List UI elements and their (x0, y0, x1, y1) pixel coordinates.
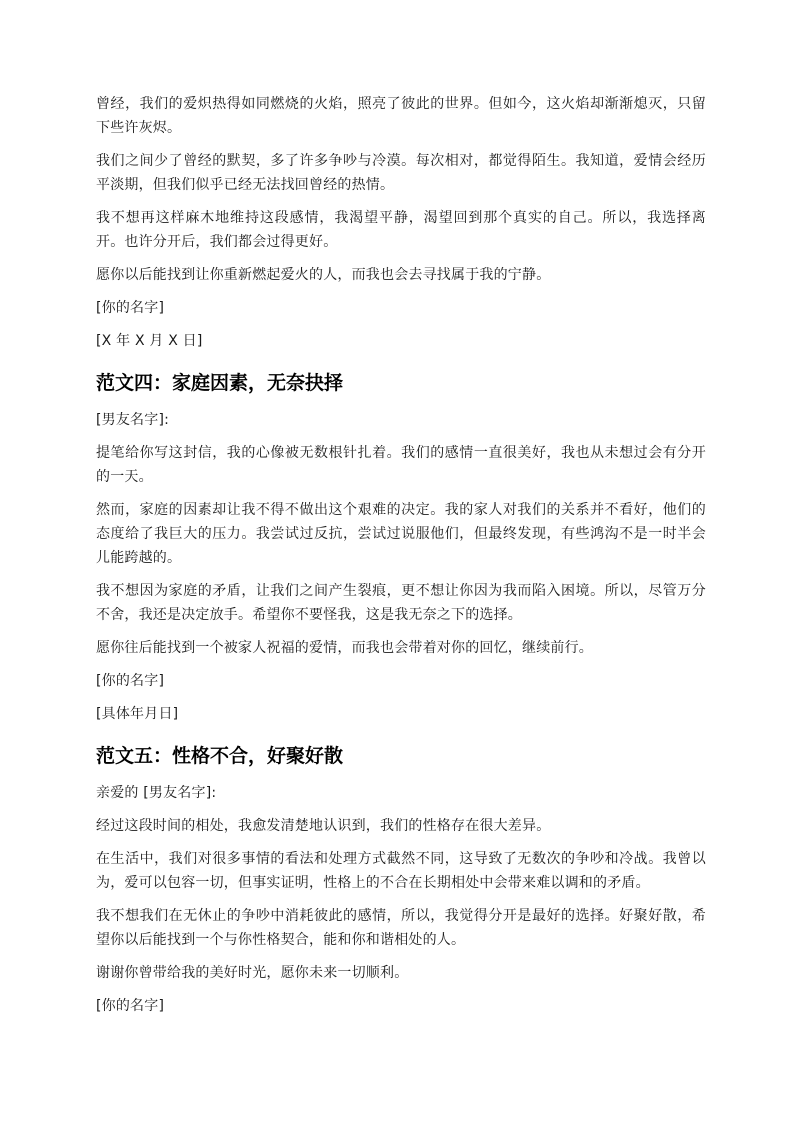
salutation: 亲爱的 [男友名字]: (96, 785, 217, 801)
paragraph: 愿你以后能找到让你重新燃起爱火的人，而我也会去寻找属于我的宁静。 (96, 267, 551, 283)
signature-date: [具体年月日] (96, 706, 179, 722)
signature-name: [你的名字] (96, 300, 165, 316)
paragraph: 愿你往后能找到一个被家人祝福的爱情，而我也会带着对你的回忆，继续前行。 (96, 640, 593, 656)
paragraph: 曾经，我们的爱炽热得如同燃烧的火焰，照亮了彼此的世界。但如今，这火焰却渐渐熄灭，只留下些许灰烬。 (96, 96, 706, 136)
paragraph: 谢谢你曾带给我的美好时光，愿你未来一切顺利。 (96, 965, 409, 981)
section-4 (96, 369, 706, 726)
salutation: [男友名字]: (96, 412, 170, 428)
document-page (96, 92, 706, 1027)
section-heading: 范文五：性格不合，好聚好散 (96, 745, 344, 767)
signature-date: [X 年 X 月 X 日] (96, 333, 203, 349)
paragraph: 我不想再这样麻木地维持这段感情，我渴望平静，渴望回到那个真实的自己。所以，我选择离开。也许分开后，我们都会过得更好。 (96, 210, 706, 250)
signature-name: [你的名字] (96, 998, 165, 1014)
intro-section (96, 92, 706, 353)
paragraph: 在生活中，我们对很多事情的看法和处理方式截然不同，这导致了无数次的争吵和冷战。我曾以为，爱可以包容一切，但事实证明，性格上的不合在长期相处中会带来难以调和的矛盾。 (96, 851, 706, 891)
paragraph: 我们之间少了曾经的默契，多了许多争吵与冷漠。每次相对，都觉得陌生。我知道，爱情会经历平淡期，但我们似乎已经无法找回曾经的热情。 (96, 153, 706, 193)
paragraph: 提笔给你写这封信，我的心像被无数根针扎着。我们的感情一直很美好，我也从未想过会有分开的一天。 (96, 445, 706, 485)
section-5 (96, 742, 706, 1018)
section-heading: 范文四：家庭因素，无奈抉择 (96, 372, 344, 394)
signature-name: [你的名字] (96, 673, 165, 689)
paragraph: 然而，家庭的因素却让我不得不做出这个艰难的决定。我的家人对我们的关系并不看好，他们的态度给了我巨大的压力。我尝试过反抗，尝试过说服他们，但最终发现，有些鸿沟不是一时半会儿能跨越的。 (96, 502, 706, 566)
paragraph: 我不想因为家庭的矛盾，让我们之间产生裂痕，更不想让你因为我而陷入困境。所以，尽管万分不舍，我还是决定放手。希望你不要怪我，这是我无奈之下的选择。 (96, 583, 706, 623)
paragraph: 经过这段时间的相处，我愈发清楚地认识到，我们的性格存在很大差异。 (96, 818, 551, 834)
paragraph: 我不想我们在无休止的争吵中消耗彼此的感情，所以，我觉得分开是最好的选择。好聚好散，希望你以后能找到一个与你性格契合，能和你和谐相处的人。 (96, 908, 706, 948)
